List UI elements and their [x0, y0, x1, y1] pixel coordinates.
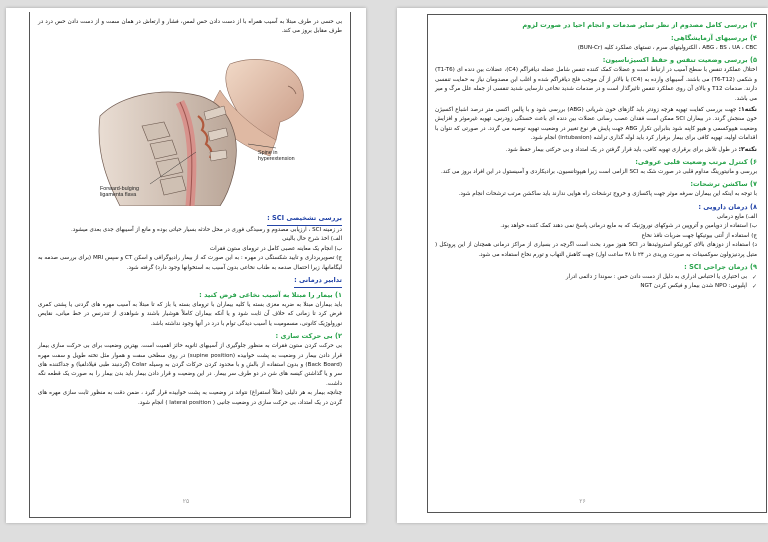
- section-8-item-d: د) استفاده از دوزهای بالای کورتیکو استروئیدها در SCI هنوز مورد بحث است اگرچه در بسیاری از مراکز درمانی همچنان از این پروتکل ( متیل پردنیزولون سوکسینات به صورت وریدی در ۲۴ تا ۴۸ ساعت اول) جهت کاهش التهاب و تورم نخاع استفاده می شود.: [435, 242, 757, 258]
- page-right: [397, 8, 768, 523]
- management-sub1-heading: ۱) بیمار را مبتلا به آسیب نخاعی فرض کنید :: [199, 291, 342, 300]
- note-2: [435, 144, 757, 155]
- note-1-label: نکته۱:: [738, 106, 757, 114]
- section-6-heading: ۶) کنترل مرتب وضعیت قلبی عروقی:: [635, 158, 757, 167]
- management-heading: تدابیر درمانی :: [38, 275, 342, 288]
- section-8-item-a: الف) مایع درمانی: [716, 213, 757, 220]
- figure-label-spine-line2: hyperextension: [258, 156, 295, 162]
- section-9-bullet-1: ✓ بی اختیاری یا احتباس ادراری به دلیل از دست دادن حس : سوندا ژ دائمی ادرار: [435, 273, 757, 282]
- page-number-left: ۲۵: [182, 498, 190, 505]
- diagnosis-item-b: ب) انجام یک معاینه عصبی کامل در ترومای ستون فقرات: [209, 245, 342, 252]
- note-2-text: در طول تلاش برای برقراری تهویه کافی، باید قرار گرفتن در یک امتداد و بی حرکتی بیمار حفظ شود.: [505, 146, 737, 153]
- diagnosis-paragraph-1: در زمینه SCI ، ارزیابی مصدوم و رسیدگی فوری در محل حادثه بسیار حیاتی بوده و مانع از آسیبهای جدی بعدی میشود.: [70, 227, 342, 233]
- diagnosis-item-a: الف) اخذ شرح حال بالینی: [282, 236, 342, 243]
- spine-illustration: [80, 56, 330, 206]
- section-5-heading: ۵) بررسی وضعیت تنفس و حفظ اکسیژناسیون:: [602, 56, 757, 65]
- section-9-bullet-2: ✓ اپلیوس: NPO شدن بیمار و فیکس کردن NGT: [435, 282, 757, 291]
- section-8-heading: ۸) درمان دارویی :: [698, 202, 757, 211]
- section-4-heading: ۴) بررسیهای آزمایشگاهی:: [670, 34, 757, 42]
- diagnosis-item-c: ج) تصویربرداری و تایید شکستگی در مهره : به این صورت که از بیمار رادیوگرافی و اسکن CT و سپس MRI (برای بررسی صدمه به لیگامانها، زیرا احتمال صدمه به طناب نخاعی بدون آسیب به استخوانها وجود دارد) گرفته شود.: [38, 255, 343, 271]
- page-left: [6, 8, 366, 523]
- spine-illustration-svg: [80, 56, 330, 206]
- intro-paragraph: بی حسی در طرف مبتلا به آسیب همراه با از دست دادن حس لمس، فشار و ارتعاش در همان سمت و از دست دادن حس درد در طرف مقابل بروز می کند.: [38, 19, 342, 35]
- note-2-label: نکته۲:: [738, 145, 757, 153]
- page-number-right: ۲۶: [579, 498, 586, 505]
- diagnosis-heading: بررسی تشخیصی SCI :: [38, 213, 342, 226]
- section-9-heading: ۹) درمان جراحی SCI :: [684, 262, 757, 271]
- management-sub2-paragraph-2: چنانچه بیمار به هر دلیلی (مثلاً استفراغ) نتواند در وضعیت به پشت خوابیده قرار گیرد ، ضمن دقت به منظور ثابت سازی مهره های گردن در یک امتداد، بی حرکت سازی در وضعیت جانبی ( lateral position ) انجام شود.: [38, 390, 342, 406]
- management-sub1-paragraph: باید بیماران مبتلا به ضربه مغزی بسته یا کلیه بیماران با ترومای بسته یا باز که تا مبتلا به آسیب مهره های گردنی یا پشتی کمری فرض کرد تا زمانی که خلاف آن ثابت شود و یا آنکه بیماران کاملاً هوشیار باشند و شواهدی از تندرنس در خط میانی، نقایص نورولوژیک کانونی، مسمومیت یا آسیب دیدگی توام با درد در آنها وجود نداشته باشد.: [38, 302, 342, 327]
- figure-label-ligament-line1: Forward-bulging: [100, 186, 139, 192]
- section-7-paragraph: با توجه به اینکه این بیماران سرفه موثر جهت پاکسازی و خروج ترشحات راه هوایی ندارند باید ساکشن مرتب ترشحات انجام شود.: [458, 191, 757, 198]
- section-6-paragraph: بررسی و مانیتورینگ مداوم قلبی در صورت شک به SCI الزامی است زیرا هیپوتانسیون، برادیکاردی و آسیستول در این افراد بروز می کند.: [441, 169, 757, 176]
- management-sub2-heading: ۲) بی حرکت سازی :: [275, 332, 342, 341]
- section-5-paragraph: اختلال عملکرد تنفس با سطح آسیب در ارتباط است و عضلات کمک کننده تنفس شامل عضله دیافراگم (C4)، عضلات بین دنده ای (T1-T6) و شکمی (T6-T12) می باشند. آسیبهای وارده به (C4) یا بالاتر از آن موجب فلج دیافراگم شده و اغلب این مصدومان نیاز به حمایت تنفسی دارند. صدمات T12 و بالای آن روی عملکرد تنفس تاثیرگذار است و در صدمات شدید نخاعی نارسایی شدید تنفسی از جمله علل مرگ و میر می باشد.: [435, 67, 758, 102]
- management-sub2-paragraph: بی حرکت کردن ستون فقرات به منظور جلوگیری از آسیبهای ثانویه حائز اهمیت است. بهترین وضعیت برای بی حرکت سازی بیمار قرار دادن بیمار در وضعیت به پشت خوابیده (supine position) در روی سطحی سفت و هموار مثل تخته طویل و سفت مهره (Back Board) و بدون استفاده از بالش و با محدود کردن حرکات گردن به وسیله Colar (گردنبند طبی فیلادلفیا) و جداکننده های سر و یا گذاشتن کیسه های شن در دو طرف سر بیمار. در این وضعیت و قرار دادن بیمار باید بدن بیمار را به صورت یک قطعه نگه داشت.: [38, 343, 342, 387]
- note-1: [435, 104, 757, 144]
- figure-label-ligament-line2: ligamenta flava: [100, 192, 137, 198]
- note-1-text: جهت بررسی کفایت تهویه هرچه زودتر باید گازهای خون شریانی (ABG) بررسی شود و با پالس اکسی متر درصد اشباع اکسیژن خون سنجش گردد. در بیماران SCI ممکن است فقدان عصب رسانی عضلات بین دنده ای باعث خستگی زودرس، تهویه غیرموثر و افزایش وضعیت هیپوکسمی و هیپو کاپنه شود بنابراین تکرار ABG جهت پایش هر نوع تغییر در وضعیت تهویه توصیه می گردد. در صورتی که نتوان با اقدامات اولیه، تهویه کافی برای بیمار برقرار کرد باید لوله گذاری تراشه (intubasion) انجام شود.: [435, 107, 757, 142]
- section-4-paragraph: ABG ، BS ، UA ، CBC ، الکترولیتهای سرم ، تستهای عملکرد کلیه (BUN-Cr): [577, 45, 757, 51]
- section-3-heading: ۳) بررسی کامل مصدوم از نظر سایر صدمات و انجام احیا در صورت لزوم: [522, 21, 757, 29]
- figure-label-spine-line1: Spine in: [258, 150, 278, 156]
- section-7-heading: ۷) ساکشن ترشحات:: [690, 180, 757, 189]
- section-8-item-c: ج) استفاده از آنتی بیوتیکها جهت ضربات نافذ نخاع: [641, 232, 757, 239]
- section-8-item-b: ب) استفاده از دوپامین و آتروپین در شوکهای نوروژنیک که به مایع درمانی پاسخ نمی دهند کمک کننده خواهد بود.: [500, 223, 757, 230]
